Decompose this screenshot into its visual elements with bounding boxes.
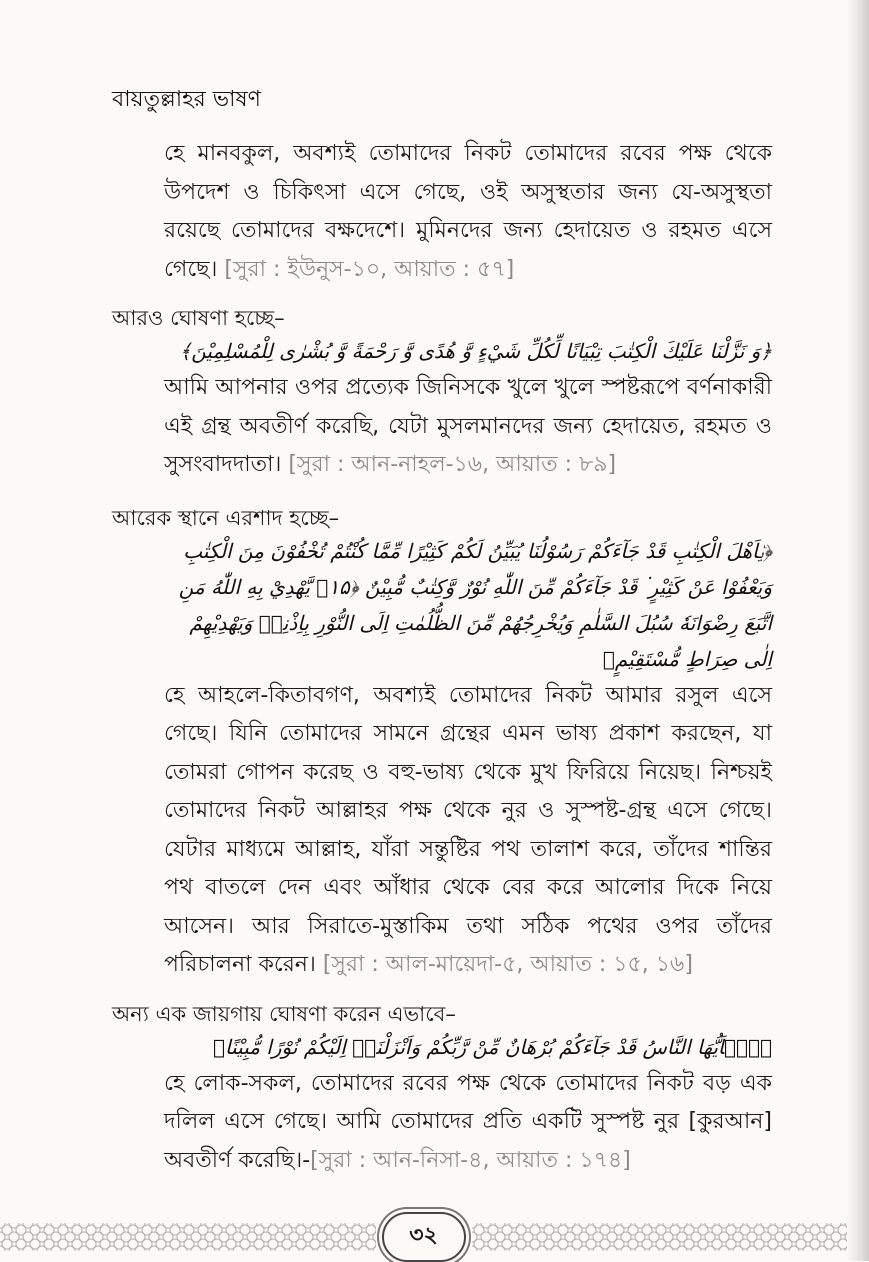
paragraph-4 [164,1065,772,1181]
intro-2: আরও ঘোষণা হচ্ছে– [112,306,285,330]
paragraph-4-reference: [সুরা : আন-নিসা-৪, আয়াত : ১৭৪] [310,1147,631,1173]
page-number-medallion [382,1212,466,1262]
paragraph-1-text: হে মানবকুল, অবশ্যই তোমাদের নিকট তোমাদের রবের পক্ষ থেকে উপদেশ ও চিকিৎসা এসে গেছে, ওই অসুস্থতার জন্য যে-অসুস্থতা রয়েছে তোমাদের বক্ষদেশে। মুমিনদের জন্য হেদায়েত ও রহমত এসে গেছে। [164,141,772,282]
footer-ornament [0,1212,847,1261]
arabic-verse-4: ﴿يٰۤاَيُّهَا النَّاسُ قَدْ جَآءَكُمْ بُرْهَانٌ مِّنْ رَّبِّكُمْ وَاَنْزَلْنَاۤ اِلَيْكُمْ نُوْرًا مُّبِيْنًا﴾ [213,1034,772,1059]
page-edge [847,0,869,1261]
ornament-pattern-right [472,1223,848,1251]
paragraph-3-text: হে আহলে-কিতাবগণ, অবশ্যই তোমাদের নিকট আমার রসুল এসে গেছে। যিনি তোমাদের সামনে গ্রন্থের এমন ভাষ্য প্রকাশ করছেন, যা তোমরা গোপন করেছ ও বহু-ভাষ্য থেকে মুখ ফিরিয়ে নিয়েছ। নিশ্চয়ই তোমাদের নিকট আল্লাহর পক্ষ থেকে নুর ও সুস্পষ্ট-গ্রন্থ এসে গেছে। যেটার মাধ্যমে আল্লাহ, যাঁরা সন্তুষ্টির পথ তালাশ করে, তাঁদের শান্তির পথ বাতলে দেন এবং আঁধার থেকে বের করে আলোর দিকে নিয়ে আসেন। আর সিরাতে-মুস্তাকিম তথা সঠিক পথের ওপর তাঁদের পরিচালনা করেন। [164,682,772,977]
page-number: ৩২ [409,1223,438,1248]
ornament-pattern-left [0,1223,376,1251]
paragraph-4-text: হে লোক-সকল, তোমাদের রবের পক্ষ থেকে তোমাদের নিকট বড় এক দলিল এসে গেছে। আমি তোমাদের প্রতি একটি সুস্পষ্ট নুর [কুরআন] অবতীর্ণ করেছি।- [164,1070,772,1173]
paragraph-1-reference: [সুরা : ইউনুস-১০, আয়াত : ৫৭] [224,256,515,282]
paragraph-3 [164,677,772,985]
paragraph-2-reference: [সুরা : আন-নাহল-১৬, আয়াত : ৮৯] [288,452,617,477]
arabic-verse-3: ﴿يٰۤاَهْلَ الْكِتٰبِ قَدْ جَآءَكُمْ رَسُوْلُنَا يُبَيِّنُ لَكُمْ كَثِيْرًا مِّمَّا كُنْتُمْ تُخْفُوْنَ مِنَ الْكِتٰبِ وَيَعْفُوْا عَنْ كَثِيْرٍ ۬ قَدْ جَآءَكُمْ مِّنَ اللّٰهِ نُوْرٌ وَّكِتٰبٌ مُّبِيْنٌ ﴿۱۵﴾ يَّهْدِيْ بِهِ اللّٰهُ مَنِ اتَّبَعَ رِضْوَانَهٗ سُبُلَ السَّلٰمِ وَيُخْرِجُهُمْ مِّنَ الظُّلُمٰتِ اِلَى النُّوْرِ بِاِذْنِهٖ وَيَهْدِيْهِمْ اِلٰى صِرَاطٍ مُّسْتَقِيْمٍ﴾ [178,538,772,671]
paragraph-3-reference: [সুরা : আল-মায়েদা-৫, আয়াত : ১৫, ১৬] [322,952,693,977]
running-header: বায়তুল্লাহর ভাষণ [112,87,261,112]
intro-4: অন্য এক জায়গায় ঘোষণা করেন এভাবে– [112,1001,456,1026]
page-content [112,135,772,1180]
paragraph-1 [164,135,772,289]
paragraph-2-text: আমি আপনার ওপর প্রত্যেক জিনিসকে খুলে খুলে স্পষ্টরূপে বর্ণনাকারী এই গ্রন্থ অবতীর্ণ করেছি, যেটা মুসলমানদের জন্য হেদায়েত, রহমত ও সুসংবাদদাতা। [164,375,772,477]
intro-3: আরেক স্থানে এরশাদ হচ্ছে– [112,505,340,530]
paragraph-2 [164,369,772,485]
arabic-verse-2: ﴿وَ نَزَّلْنَا عَلَيْكَ الْكِتٰبَ تِبْيَانًا لِّكُلِّ شَيْءٍ وَّ هُدًى وَّ رَحْمَةً وَّ بُشْرٰى لِلْمُسْلِمِيْنَ﴾ [179,339,772,363]
